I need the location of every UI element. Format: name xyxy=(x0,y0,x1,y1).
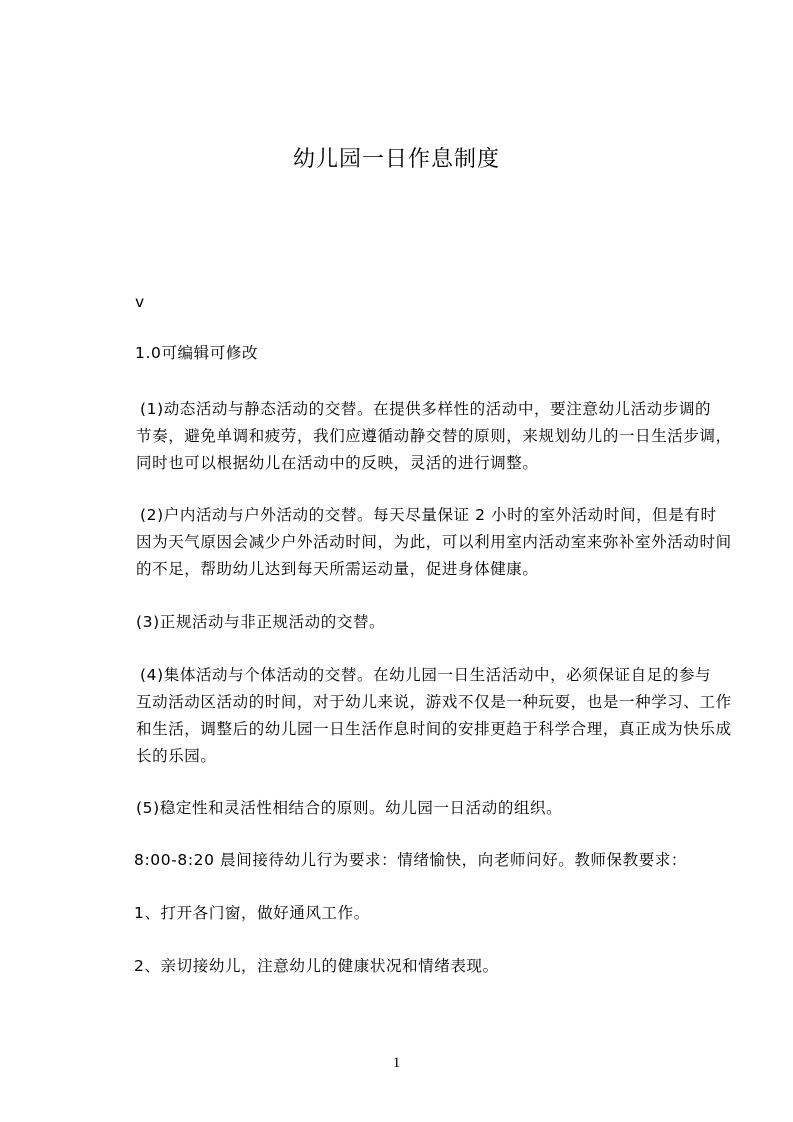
paragraph-line: (4)集体活动与个体活动的交替。在幼儿园一日生活活动中，必须保证自足的参与 xyxy=(140,666,712,684)
page-number: 1 xyxy=(392,1055,401,1071)
document-title: 幼儿园一日作息制度 xyxy=(292,147,500,172)
paragraph-line: 1、打开各门窗，做好通风工作。 xyxy=(134,904,370,922)
paragraph-line: 和生活，调整后的幼儿园一日生活作息时间的安排更趋于科学合理，真正成为快乐成 xyxy=(136,720,732,738)
paragraph-line: 2、亲切接幼儿，注意幼儿的健康状况和情绪表现。 xyxy=(134,957,499,975)
paragraph-line: 8:00-8:20 晨间接待幼儿行为要求：情绪愉快，向老师问好。教师保教要求： xyxy=(134,851,688,869)
paragraph-line: 节奏，避免单调和疲劳，我们应遵循动静交替的原则，来规划幼儿的一日生活步调， xyxy=(136,427,732,445)
paragraph-line: 同时也可以根据幼儿在活动中的反映，灵活的进行调整。 xyxy=(136,454,539,472)
version-note: 1.0可编辑可修改 xyxy=(135,344,259,362)
paragraph-line: 长的乐园。 xyxy=(136,747,217,765)
paragraph-line: 的不足，帮助幼儿达到每天所需运动量，促进身体健康。 xyxy=(136,560,539,578)
paragraph-line: (1)动态活动与静态活动的交替。在提供多样性的活动中，要注意幼儿活动步调的 xyxy=(140,400,712,418)
paragraph-line: 因为天气原因会减少户外活动时间，为此，可以利用室内活动室来弥补室外活动时间 xyxy=(136,533,732,551)
paragraph-line: (2)户内活动与户外活动的交替。每天尽量保证 2 小时的室外活动时间，但是有时 xyxy=(140,506,717,524)
paragraph-line: (3)正规活动与非正规活动的交替。 xyxy=(136,613,386,631)
marker-text: v xyxy=(135,293,145,311)
paragraph-line: (5)稳定性和灵活性相结合的原则。幼儿园一日活动的组织。 xyxy=(136,799,563,817)
paragraph-line: 互动活动区活动的时间，对于幼儿来说，游戏不仅是一种玩耍，也是一种学习、工作 xyxy=(136,693,732,711)
